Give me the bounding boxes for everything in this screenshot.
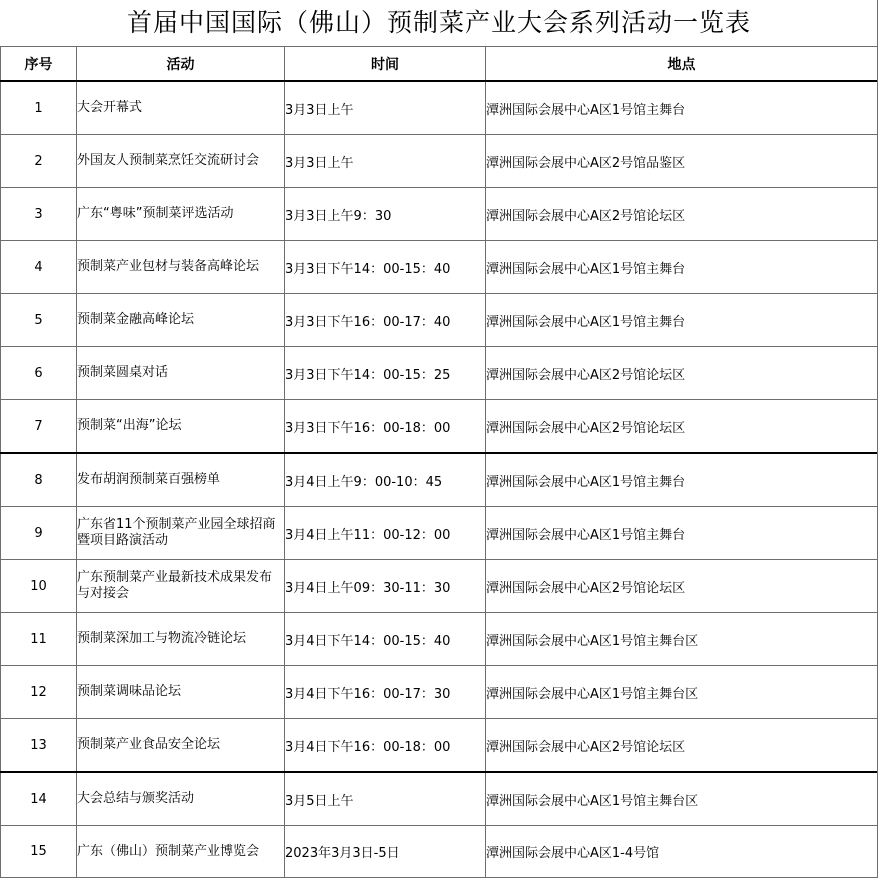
cell-location[interactable]: 潭洲国际会展中心A区1号馆主舞台: [486, 241, 878, 294]
cell-location[interactable]: 潭洲国际会展中心A区1号馆主舞台: [486, 81, 878, 135]
cell-activity[interactable]: 广东预制菜产业最新技术成果发布与对接会: [77, 560, 285, 613]
cell-activity[interactable]: 广东（佛山）预制菜产业博览会: [77, 826, 285, 878]
cell-location[interactable]: 潭洲国际会展中心A区2号馆论坛区: [486, 719, 878, 773]
table-row: [1, 81, 878, 135]
cell-time[interactable]: 3月3日下午16：00-17：40: [285, 294, 486, 347]
header-row: [1, 47, 878, 82]
cell-location[interactable]: 潭洲国际会展中心A区2号馆论坛区: [486, 188, 878, 241]
table-row: [1, 666, 878, 719]
cell-no[interactable]: 13: [1, 719, 77, 773]
cell-activity[interactable]: 发布胡润预制菜百强榜单: [77, 453, 285, 507]
cell-location[interactable]: 潭洲国际会展中心A区2号馆品鉴区: [486, 135, 878, 188]
cell-time[interactable]: 3月3日上午9：30: [285, 188, 486, 241]
cell-activity[interactable]: 预制菜深加工与物流冷链论坛: [77, 613, 285, 666]
cell-time[interactable]: 3月3日下午14：00-15：40: [285, 241, 486, 294]
cell-time[interactable]: 2023年3月3日-5日: [285, 826, 486, 878]
table-row: [1, 347, 878, 400]
cell-activity[interactable]: 大会总结与颁奖活动: [77, 772, 285, 826]
header-no[interactable]: 序号: [1, 47, 77, 82]
cell-no[interactable]: 15: [1, 826, 77, 878]
table-row: [1, 613, 878, 666]
table-row: [1, 294, 878, 347]
cell-activity[interactable]: 预制菜调味品论坛: [77, 666, 285, 719]
cell-no[interactable]: 8: [1, 453, 77, 507]
cell-time[interactable]: 3月4日上午9：00-10：45: [285, 453, 486, 507]
cell-no[interactable]: 9: [1, 507, 77, 560]
cell-activity[interactable]: 预制菜金融高峰论坛: [77, 294, 285, 347]
cell-no[interactable]: 3: [1, 188, 77, 241]
activity-table: [0, 46, 878, 878]
cell-time[interactable]: 3月4日下午14：00-15：40: [285, 613, 486, 666]
cell-location[interactable]: 潭洲国际会展中心A区1号馆主舞台: [486, 453, 878, 507]
cell-time[interactable]: 3月3日下午16：00-18：00: [285, 400, 486, 454]
cell-activity[interactable]: 外国友人预制菜烹饪交流研讨会: [77, 135, 285, 188]
table-row: [1, 560, 878, 613]
cell-location[interactable]: 潭洲国际会展中心A区2号馆论坛区: [486, 560, 878, 613]
cell-time[interactable]: 3月3日下午14：00-15：25: [285, 347, 486, 400]
table-row: [1, 772, 878, 826]
cell-time[interactable]: 3月3日上午: [285, 135, 486, 188]
cell-location[interactable]: 潭洲国际会展中心A区1号馆主舞台: [486, 294, 878, 347]
table-row: [1, 719, 878, 773]
cell-no[interactable]: 7: [1, 400, 77, 454]
cell-time[interactable]: 3月3日上午: [285, 81, 486, 135]
cell-no[interactable]: 1: [1, 81, 77, 135]
cell-activity[interactable]: 预制菜“出海”论坛: [77, 400, 285, 454]
cell-time[interactable]: 3月5日上午: [285, 772, 486, 826]
header-time[interactable]: 时间: [285, 47, 486, 82]
cell-no[interactable]: 4: [1, 241, 77, 294]
cell-location[interactable]: 潭洲国际会展中心A区1号馆主舞台区: [486, 772, 878, 826]
table-row: [1, 453, 878, 507]
cell-time[interactable]: 3月4日下午16：00-17：30: [285, 666, 486, 719]
table-row: [1, 188, 878, 241]
table-row: [1, 826, 878, 878]
cell-activity[interactable]: 预制菜产业包材与装备高峰论坛: [77, 241, 285, 294]
header-activity[interactable]: 活动: [77, 47, 285, 82]
cell-activity[interactable]: 大会开幕式: [77, 81, 285, 135]
cell-no[interactable]: 10: [1, 560, 77, 613]
cell-no[interactable]: 6: [1, 347, 77, 400]
cell-no[interactable]: 11: [1, 613, 77, 666]
cell-location[interactable]: 潭洲国际会展中心A区1号馆主舞台区: [486, 666, 878, 719]
cell-location[interactable]: 潭洲国际会展中心A区1号馆主舞台: [486, 507, 878, 560]
table-row: [1, 507, 878, 560]
table-row: [1, 400, 878, 454]
cell-time[interactable]: 3月4日上午11：00-12：00: [285, 507, 486, 560]
cell-location[interactable]: 潭洲国际会展中心A区2号馆论坛区: [486, 347, 878, 400]
cell-location[interactable]: 潭洲国际会展中心A区1号馆主舞台区: [486, 613, 878, 666]
cell-activity[interactable]: 预制菜圆桌对话: [77, 347, 285, 400]
cell-time[interactable]: 3月4日上午09：30-11：30: [285, 560, 486, 613]
cell-time[interactable]: 3月4日下午16：00-18：00: [285, 719, 486, 773]
table-row: [1, 241, 878, 294]
cell-no[interactable]: 5: [1, 294, 77, 347]
cell-activity[interactable]: 广东“粤味”预制菜评选活动: [77, 188, 285, 241]
cell-no[interactable]: 14: [1, 772, 77, 826]
cell-no[interactable]: 12: [1, 666, 77, 719]
cell-location[interactable]: 潭洲国际会展中心A区1-4号馆: [486, 826, 878, 878]
cell-no[interactable]: 2: [1, 135, 77, 188]
sheet-title: 首届中国国际（佛山）预制菜产业大会系列活动一览表: [126, 8, 751, 37]
cell-activity[interactable]: 广东省11个预制菜产业园全球招商暨项目路演活动: [77, 507, 285, 560]
cell-location[interactable]: 潭洲国际会展中心A区2号馆论坛区: [486, 400, 878, 454]
table-row: [1, 135, 878, 188]
header-location[interactable]: 地点: [486, 47, 878, 82]
cell-activity[interactable]: 预制菜产业食品安全论坛: [77, 719, 285, 773]
